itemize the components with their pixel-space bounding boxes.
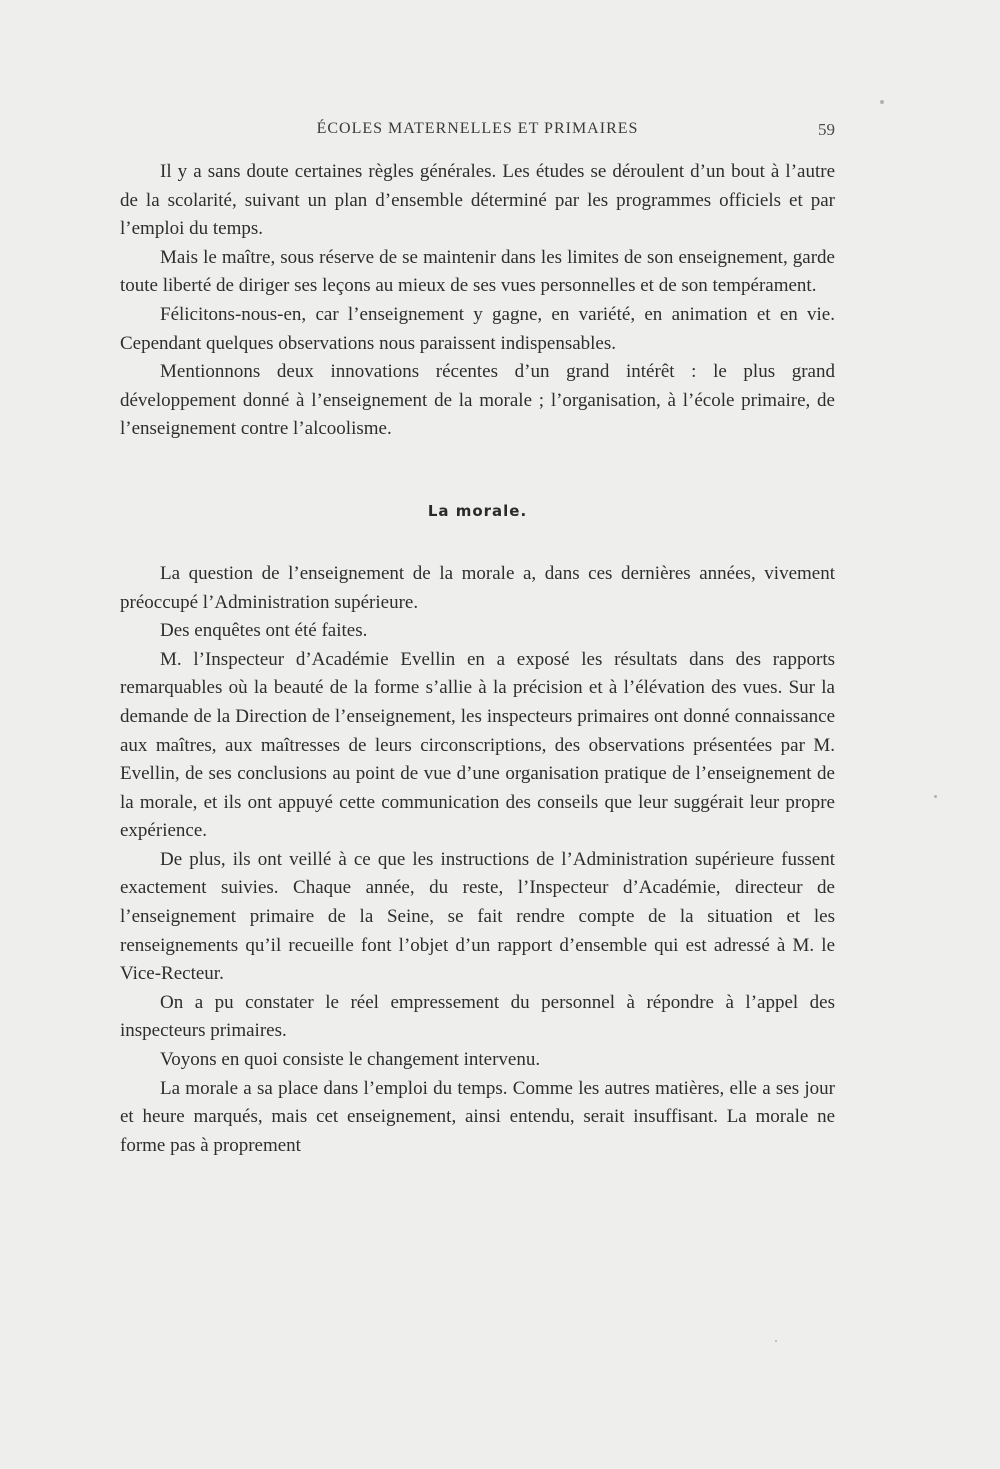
running-head [120, 120, 835, 144]
paragraph: Il y a sans doute certaines règles générales. Les études se déroulent d’un bout à l’autre de la scolarité, suivant un plan d’ensemble déterminé par les programmes officiels et par l’emploi du temps. [120, 161, 835, 240]
paragraph: On a pu constater le réel empressement du personnel à répondre à l’appel des inspecteurs primaires. [120, 991, 835, 1042]
paragraph: De plus, ils ont veillé à ce que les instructions de l’Administration supérieure fussent exactement suivies. Chaque année, du reste, l’Inspecteur d’Académie, directeur de l’enseignement primaire de la Seine, se fait rendre compte de la situation et les renseignements qu’il recueille font l’objet d’un rapport d’ensemble qui est adressé à M. le Vice-Recteur. [120, 848, 835, 985]
paragraph: La morale a sa place dans l’emploi du temps. Comme les autres matières, elle a ses jour et heure marqués, mais cet enseignement, ainsi entendu, serait insuffisant. La morale ne forme pas à proprement [120, 1077, 835, 1156]
paragraph: Mais le maître, sous réserve de se maintenir dans les limites de son enseignement, garde toute liberté de diriger ses leçons au mieux de ses vues personnelles et de son tempérament. [120, 246, 835, 297]
paragraph: La question de l’enseignement de la morale a, dans ces dernières années, vivement préoccupé l’Administration supérieure. [120, 562, 835, 613]
body-text [120, 158, 835, 1160]
paragraph: Mentionnons deux innovations récentes d’un grand intérêt : le plus grand développement donné à l’enseignement de la morale ; l’organisation, à l’école primaire, de l’enseignement contre l’alcoolisme. [120, 361, 835, 440]
paper-speck [934, 795, 937, 798]
paragraph: Félicitons-nous-en, car l’enseignement y gagne, en variété, en animation et en vie. Cependant quelques observations nous paraissent indispensables. [120, 303, 835, 354]
paper-speck [880, 100, 884, 104]
running-title: ÉCOLES MATERNELLES ET PRIMAIRES [316, 120, 639, 137]
paper-speck [775, 1340, 777, 1342]
paragraph: Voyons en quoi consiste le changement intervenu. [160, 1049, 541, 1071]
section-title: La morale. [427, 501, 528, 520]
paragraph: M. l’Inspecteur d’Académie Evellin en a exposé les résultats dans des rapports remarquables où la beauté de la forme s’allie à la précision et à l’élévation des vues. Sur la demande de la Direction de l’enseignement, les inspecteurs primaires ont donné connaissance aux maîtres, aux maîtresses de leurs circonscriptions, des observations présentées par M. Evellin, de ses conclusions au point de vue d’une organisation pratique de l’enseignement de la morale, et ils ont appuyé cette communication des conseils que leur suggérait leur propre expérience. [120, 648, 835, 842]
paragraph: Des enquêtes ont été faites. [160, 620, 368, 642]
page-number: 59 [818, 120, 835, 139]
